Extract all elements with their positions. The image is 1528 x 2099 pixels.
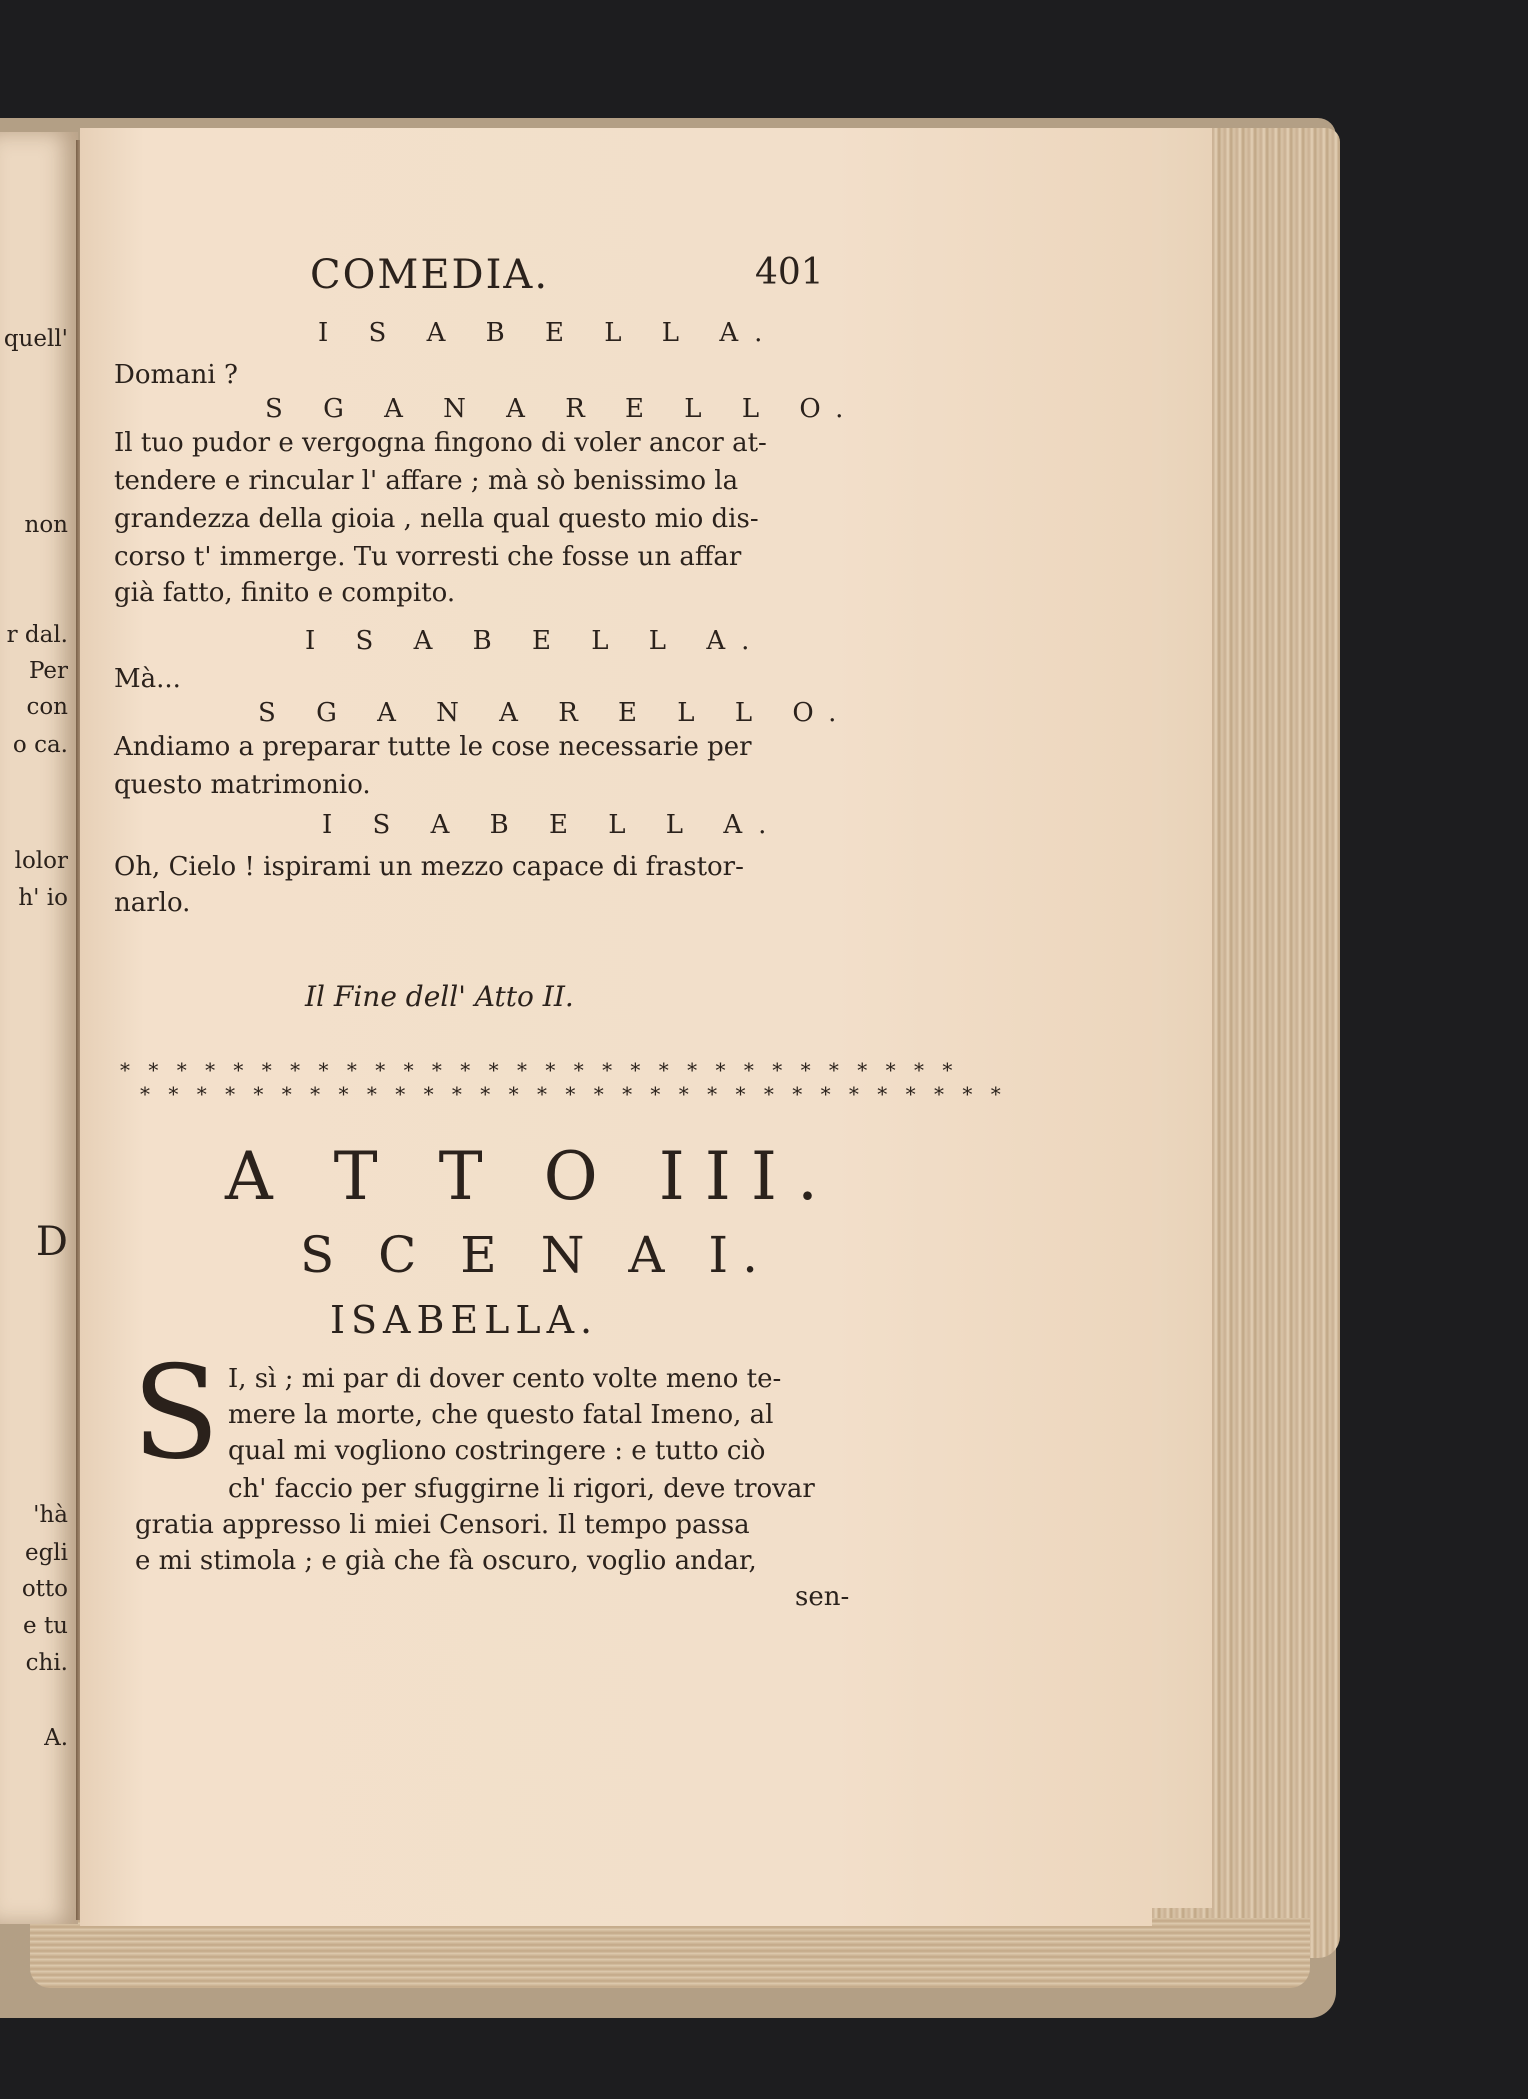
scene-speaker: ISABELLA. <box>330 1298 599 1342</box>
left-fragment: otto <box>21 1576 68 1602</box>
catchword: sen- <box>795 1582 850 1612</box>
dialogue-line: corso t' immerge. Tu vorresti che fosse un affar <box>114 542 742 572</box>
left-fragment: Per <box>28 658 68 684</box>
dialogue-line: Mà... <box>114 664 181 694</box>
body-line: ch' faccio per sfuggirne li rigori, deve trovar <box>228 1474 815 1504</box>
body-line: qual mi vogliono costringere : e tutto ciò <box>228 1436 766 1466</box>
speaker-name: I S A B E L L A. <box>318 318 779 348</box>
dialogue-line: Domani ? <box>114 360 238 390</box>
drop-cap: S <box>132 1339 220 1488</box>
bottom-page-edges <box>30 1918 1310 1988</box>
speaker-name: S G A N A R E L L O. <box>265 394 860 424</box>
body-line: mere la morte, che questo fatal Imeno, al <box>228 1400 774 1430</box>
left-fragment: lolor <box>14 848 68 874</box>
dialogue-line: narlo. <box>114 888 191 918</box>
left-fragment: o ca. <box>12 732 68 758</box>
left-fragment: 'hà <box>33 1502 68 1528</box>
left-fragment: chi. <box>25 1650 68 1676</box>
end-of-act: Il Fine dell' Atto II. <box>305 980 574 1013</box>
speaker-name: I S A B E L L A. <box>322 810 783 840</box>
dialogue-line: questo matrimonio. <box>114 770 371 800</box>
scene-heading: S C E N A I. <box>300 1226 772 1284</box>
dialogue-line: già fatto, finito e compito. <box>114 578 456 608</box>
body-line: e mi stimola ; e già che fà oscuro, voglio andar, <box>135 1546 757 1576</box>
left-fragment: h' io <box>18 885 68 911</box>
running-head: COMEDIA. <box>310 252 550 298</box>
dialogue-line: Andiamo a preparar tutte le cose necessarie per <box>114 732 752 762</box>
act-heading: A T T O III. <box>225 1138 838 1215</box>
dialogue-line: tendere e rincular l' affare ; mà sò benissimo la <box>114 466 739 496</box>
speaker-name: I S A B E L L A. <box>305 626 766 656</box>
left-fragment: r dal. <box>6 622 68 648</box>
body-line: I, sì ; mi par di dover cento volte meno te- <box>228 1364 782 1394</box>
ornament-row: * * * * * * * * * * * * * * * * * * * * * * * * * * * * * * <box>120 1058 959 1082</box>
dialogue-line: grandezza della gioia , nella qual questo mio dis- <box>114 504 759 534</box>
speaker-name: S G A N A R E L L O. <box>258 698 853 728</box>
left-fragment: D <box>35 1219 68 1265</box>
ornament-row: * * * * * * * * * * * * * * * * * * * * * * * * * * * * * * * <box>140 1082 1007 1106</box>
left-fragment: e tu <box>23 1613 68 1639</box>
left-fragment: A. <box>44 1725 68 1751</box>
dialogue-line: Il tuo pudor e vergogna fingono di voler ancor at- <box>114 428 767 458</box>
page-number: 401 <box>755 252 824 293</box>
left-fragment: quell' <box>3 326 68 352</box>
left-fragment: non <box>24 512 68 538</box>
dialogue-line: Oh, Cielo ! ispirami un mezzo capace di frastor- <box>114 852 744 882</box>
left-fragment: con <box>26 694 68 720</box>
body-line: gratia appresso li miei Censori. Il tempo passa <box>135 1510 750 1540</box>
left-fragment: egli <box>24 1540 68 1566</box>
left-page <box>0 132 78 1924</box>
